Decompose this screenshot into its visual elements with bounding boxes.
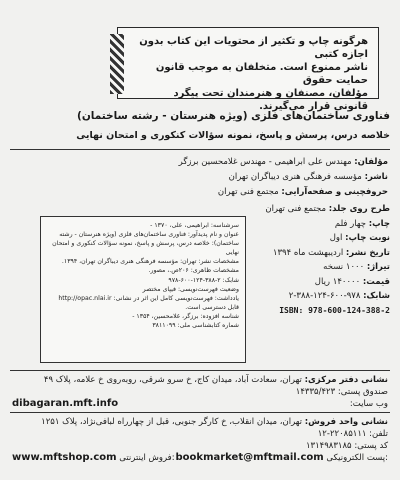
email-label: پست الکترونیکی: — [326, 453, 388, 463]
detail-label: طرح روی جلد: — [328, 204, 390, 214]
publisher-label: ناشر: — [364, 172, 388, 182]
detail-label: شابک: — [363, 291, 390, 301]
catalog-line: وضعیت فهرست‌نویسی: فیپای مختصر — [142, 285, 239, 293]
central-office-label: نشانی دفتر مرکزی: — [304, 375, 388, 385]
hatched-stripe-decoration — [110, 34, 124, 94]
online-shop-group — [12, 452, 175, 464]
sales-office-row — [12, 416, 388, 428]
catalog-line: شابک: ۲-۳۸۸-۱۲۴-۶۰۰-۹۷۸ — [168, 276, 239, 284]
catalog-url: http://opac.nlai.ir — [58, 294, 112, 302]
catalog-line: شماره کتابشناسی ملی: ۳۸۱۱۰۹۹ — [152, 322, 239, 330]
book-title: فناوری ساختمان‌های فلزی (ویژه هنرستان - رشته ساختمان) — [77, 110, 390, 122]
online-shop-label: فروش اینترنتی: — [119, 453, 175, 463]
email-group — [176, 452, 388, 464]
print-details — [250, 202, 390, 318]
postcode-value: ۱۳۱۴۹۸۳۱۸۵ — [305, 441, 352, 451]
typesetting-row — [12, 187, 388, 198]
detail-label: تیراژ: — [366, 262, 390, 272]
sales-office-label: نشانی واحد فروش: — [304, 417, 388, 427]
cataloging-box — [40, 216, 246, 363]
sales-office-block — [12, 416, 388, 452]
detail-row — [250, 231, 390, 246]
typesetting-label: حروفچینی و صفحه‌آرایی: — [281, 187, 388, 197]
warning-line: ناشر ممنوع است. متخلفان به موجب قانون حمایت حقوق — [155, 62, 368, 86]
pobox-label: صندوق پستی: — [337, 387, 388, 397]
detail-label: تاریخ نشر: — [345, 247, 390, 258]
catalog-line — [47, 294, 239, 303]
detail-label: قیمت: — [362, 276, 390, 287]
website-row — [12, 398, 388, 410]
detail-value: چهار فلم — [334, 218, 367, 229]
email-link[interactable]: bookmarket@mftmail.com — [175, 452, 324, 463]
publisher-value: مؤسسه فرهنگی هنری دیباگران تهران — [228, 172, 362, 182]
pobox-row — [12, 386, 388, 398]
detail-value: ۱۰۰۰ نسخه — [323, 262, 365, 272]
online-contact-block — [12, 452, 388, 464]
pobox-value: ۱۴۳۳۵/۴۲۳ — [295, 387, 336, 397]
detail-row — [250, 202, 390, 217]
copyright-warning-text — [118, 28, 378, 113]
detail-value: ۱۴۰۰۰۰ ریال — [314, 276, 361, 287]
detail-value: مجتمع فنی تهران — [265, 204, 327, 214]
detail-label: چاپ: — [368, 218, 390, 229]
catalog-line: قابل دسترسی است. — [185, 303, 239, 311]
catalog-line: شناسه افزوده: برزگر، غلامحسین، ۱۳۵۴ - — [132, 312, 239, 320]
warning-line: مؤلفان، مصنفان و هنرمندان تحت پیگرد قانونی قرار می‌گیرند. — [173, 88, 368, 112]
copyright-warning-box — [117, 27, 379, 112]
postcode-row — [12, 440, 388, 452]
detail-value: ۹۷۸-۶۰۰-۱۲۴-۳۸۸-۲ — [288, 291, 361, 301]
publisher-row — [12, 172, 388, 183]
footer-divider — [10, 412, 390, 413]
online-shop-link[interactable]: www.mftshop.com — [12, 452, 117, 463]
authors-row — [12, 157, 388, 168]
isbn-latin: ISBN: 978-600-124-388-2 — [279, 305, 390, 315]
central-office-address: تهران، سعادت آباد، میدان کاج، خ سرو شرقی، روبه‌روی خ علامه، پلاک ۴۹ — [43, 375, 302, 385]
sales-office-address: تهران، میدان انقلاب، خ کارگر جنوبی، قبل از چهارراه لبافی‌نژاد، پلاک ۱۲۵۱ — [41, 417, 303, 427]
phone-value: ۲۲۰۸۵۱۱۱-۱۲ — [317, 429, 367, 439]
book-subtitle: خلاصه درس، پرسش و پاسخ، نمونه سؤالات کنکوری و امتحان نهایی — [76, 130, 390, 141]
catalog-line: ساختمان): خلاصه درس، پرسش و پاسخ، نمونه سؤالات کنکوری و امتحان — [52, 240, 239, 248]
detail-value: اردیبهشت ماه ۱۳۹۴ — [272, 247, 344, 258]
phone-label: تلفن: — [369, 429, 388, 439]
detail-row — [250, 246, 390, 261]
detail-row — [250, 289, 390, 304]
typesetting-value: مجتمع فنی تهران — [217, 187, 279, 197]
website-link[interactable]: dibagaran.mft.info — [12, 398, 119, 409]
top-divider — [10, 149, 390, 150]
detail-row — [250, 275, 390, 290]
warning-line: هرگونه چاپ و تکثیر از محتویات این کتاب بدون اجازه کتبی — [139, 36, 368, 60]
central-office-block — [12, 374, 388, 410]
website-label: وب سایت: — [349, 399, 388, 409]
catalog-line: مشخصات ظاهری: ۲۰۶ص.، مصور. — [148, 267, 239, 275]
detail-label: نوبت چاپ: — [345, 233, 390, 243]
catalog-note: یادداشت: فهرست‌نویسی کامل این اثر در نشانی: — [113, 294, 239, 302]
catalog-line: نهایی — [225, 249, 239, 257]
bottom-divider — [10, 370, 390, 371]
catalog-line: مشخصات نشر: تهران: مؤسسه فرهنگی هنری دیباگران تهران، ۱۳۹۴. — [61, 258, 239, 266]
catalog-line: عنوان و نام پدیدآور: فناوری ساختمان‌های فلزی (ویژه هنرستان - رشته — [59, 231, 239, 239]
detail-row — [250, 260, 390, 275]
detail-row — [250, 217, 390, 232]
central-office-row — [12, 374, 388, 386]
phone-row — [12, 428, 388, 440]
authors-value: مهندس علی ابراهیمی - مهندس غلامحسین برزگر — [178, 157, 352, 167]
detail-value: اول — [329, 233, 343, 243]
catalog-line: سرشناسه: ابراهیمی، علی، ۱۳۷۰ - — [150, 222, 239, 229]
online-contact-row — [12, 452, 388, 464]
authors-label: مؤلفان: — [354, 157, 388, 167]
postcode-label: کد پستی: — [354, 441, 388, 451]
